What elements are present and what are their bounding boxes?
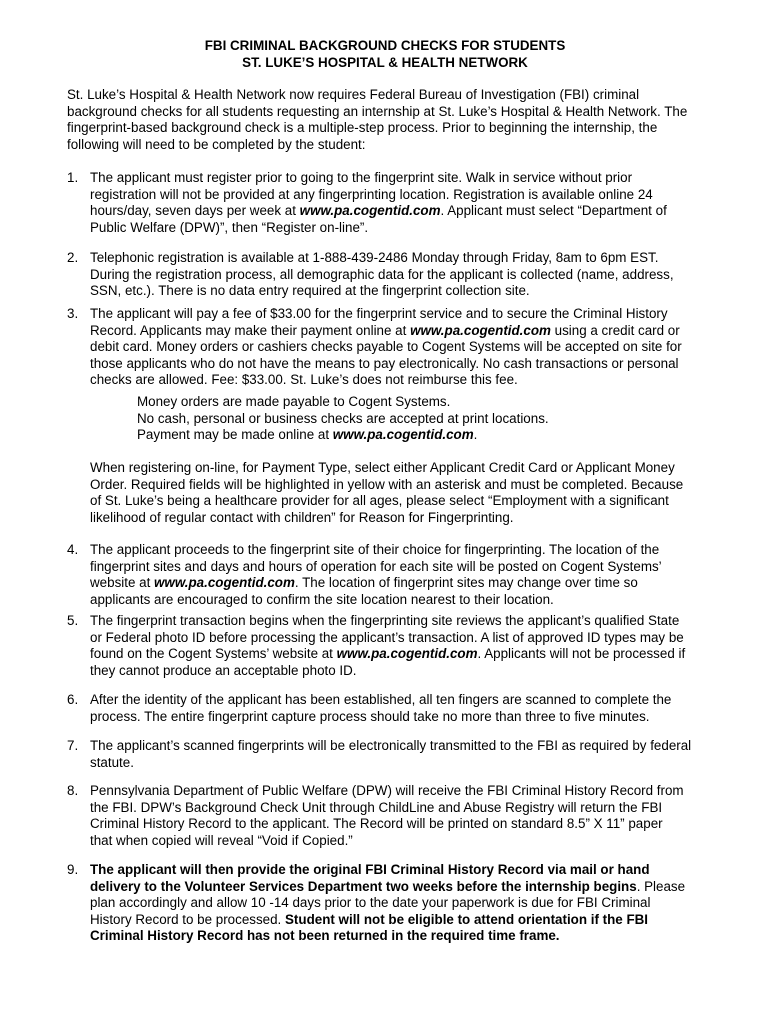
list-item-text (90, 738, 722, 771)
text-fragment: using a credit card or (550, 322, 680, 338)
document-subtitle: ST. LUKE’S HOSPITAL & HEALTH NETWORK (242, 55, 528, 70)
text-line (90, 575, 722, 592)
text-fragment: . The location of fingerprint sites may change over time so (294, 575, 638, 591)
text-fragment: found on the Cogent Systems’ website at (90, 646, 337, 662)
text-line: debit card. Money orders or cashiers checks payable to Cogent Systems will be accepted on site for (90, 339, 682, 355)
cogent-website-link[interactable]: www.pa.cogentid.com (332, 427, 474, 443)
list-item-text (90, 862, 722, 945)
cogent-website-link[interactable]: www.pa.cogentid.com (410, 322, 551, 338)
text-line: The applicant must register prior to going to the fingerprint site. Walk in service without prior (90, 170, 633, 185)
text-line: The fingerprint transaction begins when the fingerprinting site reviews the applicant’s qualified State (90, 613, 680, 628)
text-line: statute. (90, 754, 134, 770)
text-line: The applicant will then provide the original FBI Criminal History Record via mail or hand (90, 862, 650, 877)
text-line: that when copied will reveal “Void if Copied.” (90, 832, 353, 848)
text-line: of St. Luke’s being a healthcare provider for all ages, please select “Employment with a significant (90, 493, 669, 509)
text-line: Criminal History Record to the applicant. The Record will be printed on standard 8.5” X 11” paper (90, 816, 663, 832)
cogent-website-link[interactable]: www.pa.cogentid.com (154, 575, 295, 591)
text-fragment: . Please (636, 878, 686, 894)
text-fragment: History Record to be processed. (90, 911, 285, 927)
list-number: 8. (67, 783, 79, 798)
list-item-text (90, 306, 722, 389)
text-line: Public Welfare (DPW)”, then “Register on-line”. (90, 219, 369, 235)
text-line: they cannot produce an acceptable photo ID. (90, 662, 357, 678)
text-line: fingerprint-based background check is a multiple-step process. Prior to beginning the internship, the (67, 120, 658, 136)
text-fragment: delivery to the Volunteer Services Department two weeks before the internship begins (90, 878, 637, 894)
text-line (90, 323, 722, 340)
text-line: After the identity of the applicant has been established, all ten fingers are scanned to complete the (90, 692, 672, 707)
text-line: registration will not be provided at any fingerprinting location. Registration is available online 24 (90, 186, 653, 202)
cogent-website-link[interactable]: www.pa.cogentid.com (336, 646, 478, 662)
online-registration-paragraph (90, 460, 720, 526)
text-line: applicants are encouraged to confirm the site location nearest to their location. (90, 591, 554, 607)
list-item-text (90, 542, 722, 608)
list-item-text (90, 692, 722, 725)
text-line: St. Luke’s Hospital & Health Network now requires Federal Bureau of Investigation (FBI) criminal (67, 87, 640, 102)
text-line (90, 203, 722, 220)
list-number: 2. (67, 250, 79, 265)
list-number: 5. (67, 613, 79, 628)
list-number: 1. (67, 170, 79, 185)
cogent-website-link[interactable]: www.pa.cogentid.com (299, 203, 441, 219)
text-line: The applicant proceeds to the fingerprint site of their choice for fingerprinting. The location of the (90, 542, 660, 557)
text-line: The applicant’s scanned fingerprints will be electronically transmitted to the FBI as required by federal (90, 738, 692, 753)
text-line (137, 427, 697, 444)
text-line: process. The entire fingerprint capture process should take no more than three to five minutes. (90, 708, 650, 724)
text-fragment: Payment may be made online at (137, 427, 333, 443)
text-line: No cash, personal or business checks are accepted at print locations. (137, 410, 549, 426)
text-line (90, 879, 722, 896)
text-line: the FBI. DPW’s Background Check Unit through ChildLine and Abuse Registry will return the FBI (90, 799, 663, 815)
text-line: background checks for all students requesting an internship at St. Luke’s Hospital & Health Network. The (67, 103, 688, 119)
text-line: Criminal History Record has not been returned in the required time frame. (90, 928, 560, 944)
text-line: plan accordingly and allow 10 -14 days prior to the date your paperwork is due for FBI Criminal (90, 895, 651, 911)
list-item-text (90, 783, 722, 849)
list-number: 3. (67, 306, 79, 321)
text-fragment: . (473, 427, 478, 443)
text-line: those applicants who do not have the means to pay electronically. No cash transactions or personal (90, 355, 679, 371)
list-item-text (90, 170, 722, 236)
list-number: 6. (67, 692, 79, 707)
text-line: The applicant will pay a fee of $33.00 for the fingerprint service and to secure the Criminal History (90, 306, 668, 321)
text-line: Telephonic registration is available at 1-888-439-2486 Monday through Friday, 8am to 6pm EST. (90, 250, 659, 265)
text-fragment: hours/day, seven days per week at (90, 203, 300, 219)
text-line (90, 646, 722, 663)
text-line: Pennsylvania Department of Public Welfare (DPW) will receive the FBI Criminal History Record from (90, 783, 684, 798)
text-line: or Federal photo ID before processing the applicant’s transaction. A list of approved ID types may be (90, 629, 684, 645)
text-line: Money orders are made payable to Cogent Systems. (137, 394, 451, 409)
text-line: fingerprint sites and days and hours of operation for each site will be posted on Cogent Systems’ (90, 558, 662, 574)
list-number: 4. (67, 542, 79, 557)
list-number: 7. (67, 738, 79, 753)
document-title: FBI CRIMINAL BACKGROUND CHECKS FOR STUDENTS (204, 38, 566, 53)
list-item-text (90, 250, 722, 300)
list-item-text (90, 613, 722, 679)
text-line: Order. Required fields will be highlighted in yellow with an asterisk and must be completed. Because (90, 476, 684, 492)
text-fragment: . Applicant must select “Department of (440, 203, 667, 219)
list-number: 9. (67, 862, 79, 877)
text-line: likelihood of regular contact with children” for Reason for Fingerprinting. (90, 509, 514, 525)
text-line: During the registration process, all demographic data for the applicant is collected (name, address, (90, 266, 674, 282)
text-line: When registering on-line, for Payment Type, select either Applicant Credit Card or Applicant Money (90, 460, 675, 475)
text-fragment: . Applicants will not be processed if (477, 646, 686, 662)
text-fragment: Student will not be eligible to attend orientation if the FBI (285, 911, 649, 927)
text-line: SSN, etc.). There is no data entry required at the fingerprint collection site. (90, 283, 530, 299)
text-line: following will need to be completed by the student: (67, 136, 366, 152)
text-line (90, 912, 722, 929)
text-fragment: website at (90, 575, 155, 591)
text-line: checks are allowed. Fee: $33.00. St. Luke’s does not reimburse this fee. (90, 372, 518, 388)
payment-notes (137, 394, 697, 444)
text-fragment: Record. Applicants may make their payment online at (90, 322, 411, 338)
intro-paragraph (67, 87, 722, 153)
